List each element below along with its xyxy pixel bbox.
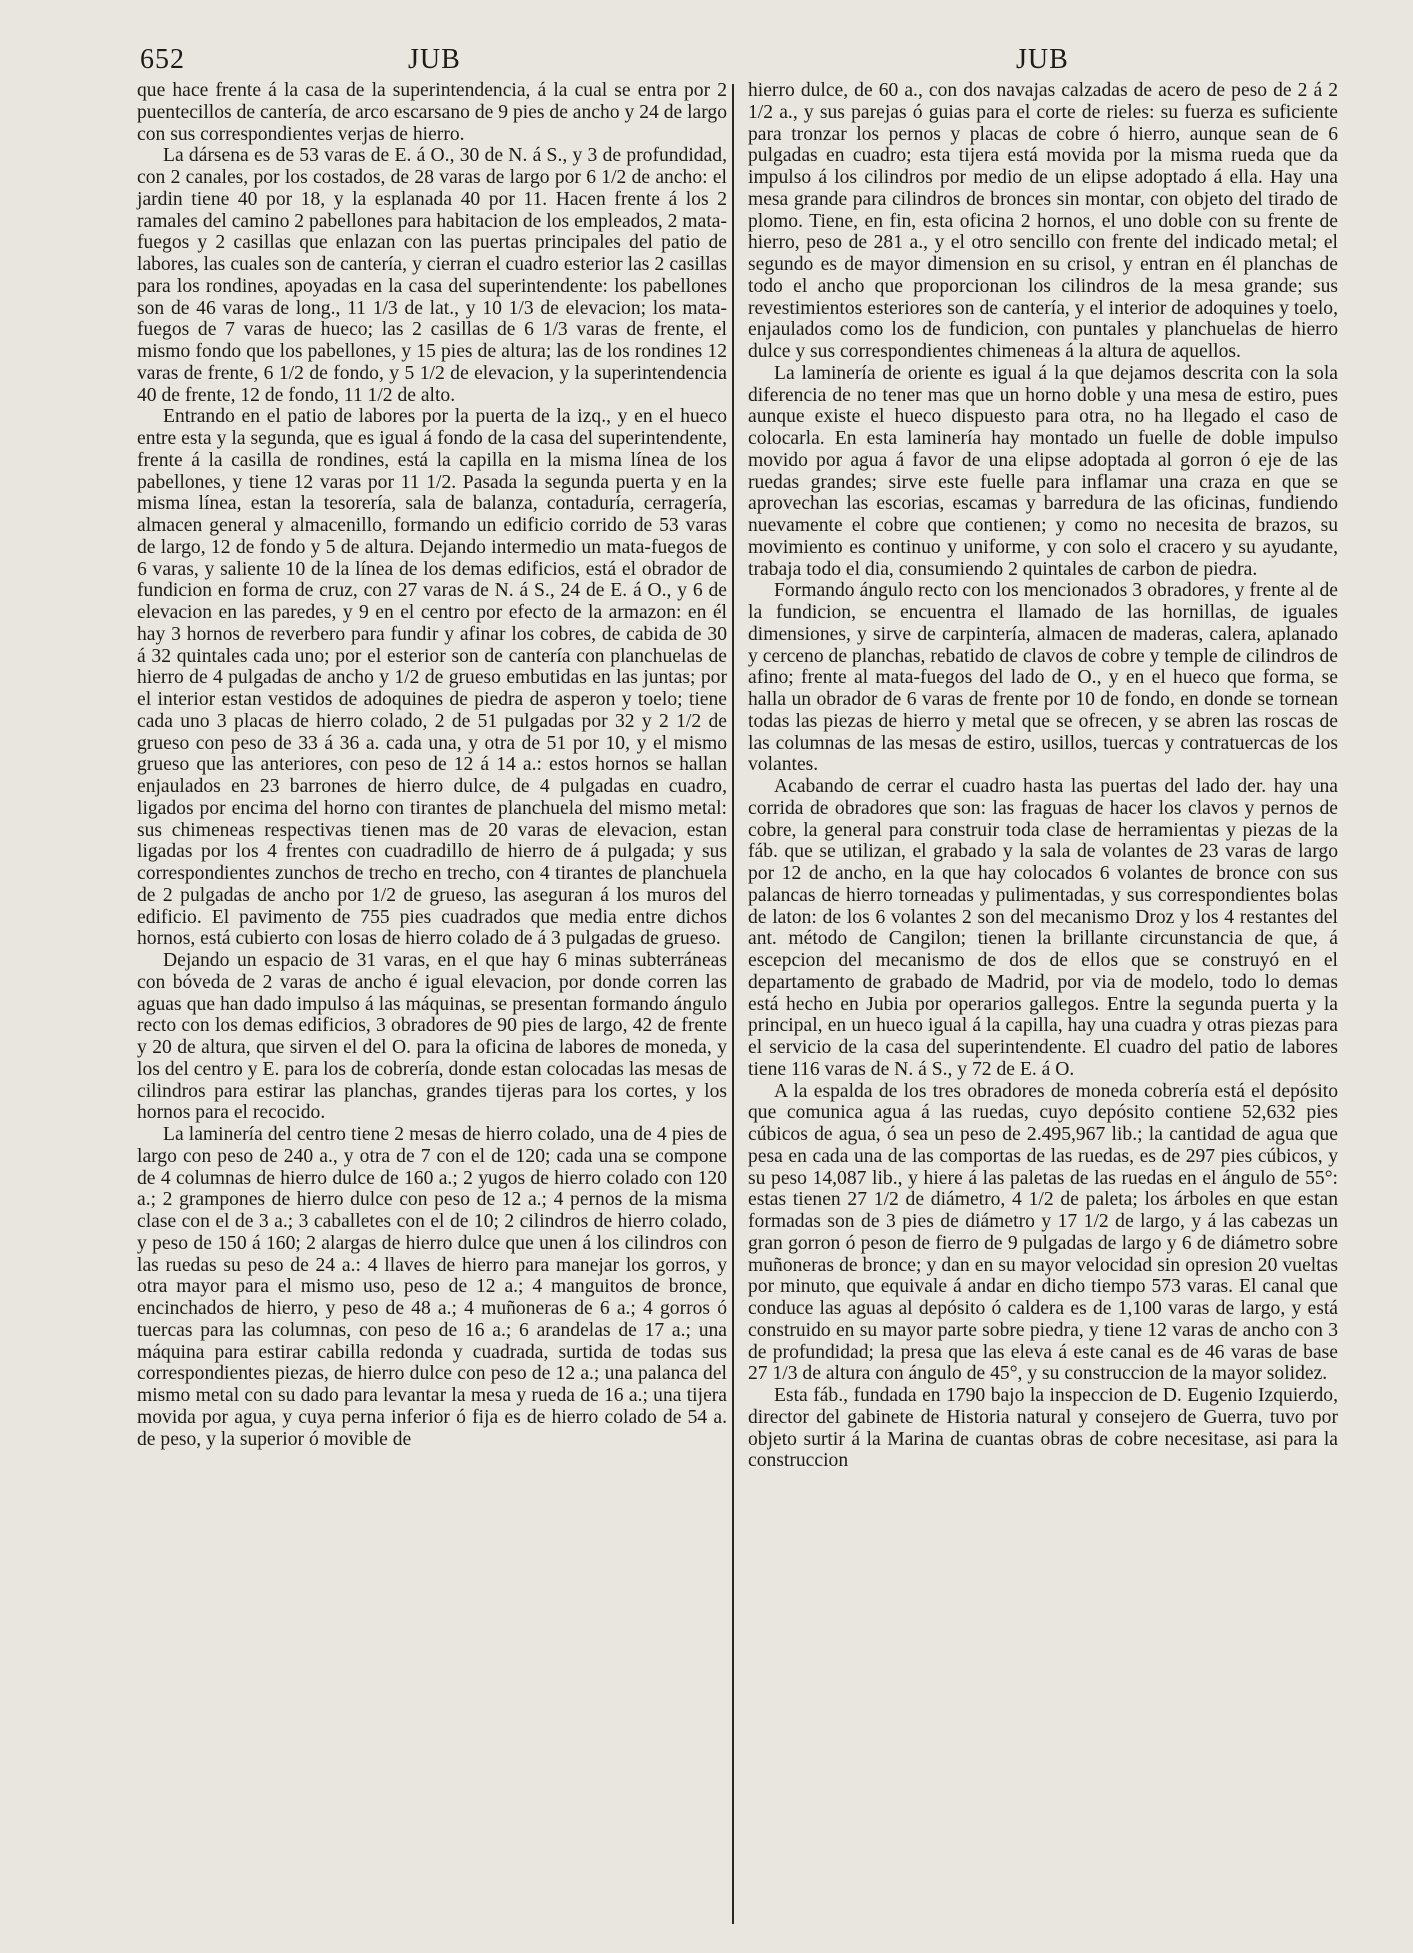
paragraph: hierro dulce, de 60 a., con dos navajas calzadas de acero de peso de 2 á 2 1/2 a., y sus parejas ó guias para el corte de rieles: su fuerza es suficiente para tronzar los pernos y placas de cobre ó hierro, aunque sean de 6 pulgadas en cuadro; esta tijera está movida por la misma rueda que da impulso á los cilindros por medio de un elipse adoptado á ella. Hay una mesa grande para cilindros de bronces sin montar, con objeto del tirado de plomo. Tiene, en fin, esta oficina 2 hornos, el uno doble con su frente de hierro, peso de 281 a., y el otro sencillo con frente del indicado metal; el segundo es de mayor dimension en su crisol, y entran en él planchas de todo el ancho que proporcionan los cilindros de la mesa grande; sus revestimientos esteriores son de cantería, y el interior de adoquines y toelo, enjaulados como los de fundicion, con puntales y planchuelas de hierro dulce y sus correspondientes chimeneas á la altura de aquellos.	[748, 80, 1338, 362]
right-column	[748, 80, 1338, 1472]
paragraph: A la espalda de los tres obradores de moneda cobrería está el depósito que comunica agua á las ruedas, cuyo depósito contiene 52,632 pies cúbicos de agua, ó sea un peso de 2.495,967 lib.; la cantidad de agua que pesa en cada una de las comportas de las ruedas, es de 297 pies cúbicos, y su peso 14,087 lib., y hiere á las paletas de las ruedas en el ángulo de 55°: estas tienen 27 1/2 de diámetro, 4 1/2 de paleta; los árboles en que estan formadas son de 3 pies de diámetro y 17 1/2 de largo, y á las cabezas un gran gorron ó peson de fierro de 9 pulgadas de largo y 6 de diámetro sobre muñoneras de bronce; y dan en su mayor velocidad sin opresion 20 vueltas por minuto, que equivale á andar en dicho tiempo 573 varas. El canal que conduce las aguas al depósito ó caldera es de 1,100 varas de largo, y está construido en su mayor parte sobre piedra, y tiene 12 varas de ancho con 3 de profundidad; la presa que las eleva á este canal es de 46 varas de base 27 1/3 de altura con ángulo de 45°, y su construccion de la mayor solidez.	[748, 1080, 1338, 1385]
paragraph: Acabando de cerrar el cuadro hasta las puertas del lado der. hay una corrida de obradores que son: las fraguas de hacer los clavos y pernos de cobre, la general para construir toda clase de herramientas y piezas de la fáb. que se utilizan, el grabado y la sala de volantes de 23 varas de largo por 12 de ancho, en la que hay colocados 6 volantes de bronce con sus palancas de hierro torneadas y pulimentadas, y sus correspondientes bolas de laton: de los 6 volantes 2 son del mecanismo Droz y los 4 restantes del ant. método de Cangilon; tienen la brillante circunstancia de que, á escepcion del mecanismo de dos de ellos que se construyó en el departamento de grabado de Madrid, por via de modelo, todo lo demas está hecho en Jubia por operarios gallegos. Entre la segunda puerta y la principal, en un hueco igual á la capilla, hay una cuadra y otras piezas para el servicio de la casa del superintendente. El cuadro del patio de labores tiene 116 varas de N. á S., y 72 de E. á O.	[748, 776, 1338, 1080]
column-divider	[732, 84, 734, 1924]
running-head-left: JUB	[408, 44, 461, 75]
page-header	[0, 44, 1413, 80]
running-head-right: JUB	[1016, 44, 1069, 75]
left-column	[137, 80, 727, 1450]
paragraph: Esta fáb., fundada en 1790 bajo la inspeccion de D. Eugenio Izquierdo, director del gabinete de Historia natural y consejero de Guerra, tuvo por objeto surtir á la Marina de cuantas obras de cobre necesitase, asi para la construccion	[748, 1385, 1338, 1472]
paragraph: Formando ángulo recto con los mencionados 3 obradores, y frente al de la fundicion, se encuentra el llamado de las hornillas, de iguales dimensiones, y sirve de carpintería, almacen de maderas, calera, aplanado y cerceno de planchas, rebatido de clavos de cobre y temple de cilindros de afino; frente al mata-fuegos del lado de O., y en el hueco que forma, se halla un obrador de 6 varas de frente por 10 de fondo, en donde se tornean todas las piezas de hierro y metal que se ofrecen, y se abren las roscas de las columnas de las mesas de estiro, usillos, tuercas y contratuercas de los volantes.	[748, 580, 1338, 776]
paragraph: Dejando un espacio de 31 varas, en el que hay 6 minas subterráneas con bóveda de 2 varas de ancho é igual elevacion, por donde corren las aguas que han dado impulso á las máquinas, se presentan formando ángulo recto con los demas edificios, 3 obradores de 90 pies de largo, 42 de frente y 20 de altura, que sirven el del O. para la oficina de labores de moneda, y los del centro y E. para los de cobrería, donde estan colocadas las mesas de cilindros para estirar las planchas, grandes tijeras para los cortes, y los hornos para el recocido.	[137, 950, 727, 1124]
paragraph: La dársena es de 53 varas de E. á O., 30 de N. á S., y 3 de profundidad, con 2 canales, por los costados, de 28 varas de largo por 6 1/2 de ancho: el jardin tiene 40 por 18, y la esplanada 40 por 11. Hacen frente á los 2 ramales del camino 2 pabellones para habitacion de los empleados, 2 mata-fuegos y 2 casillas que enlazan con las puertas principales del patio de labores, las cuales son de cantería, y cierran el cuadro esterior las 2 casillas para los rondines, apoyadas en la casa del superintendente: los pabellones son de 46 varas de long., 11 1/3 de lat., y 10 1/3 de elevacion; los mata-fuegos de 7 varas de hueco; las 2 casillas de 6 1/3 varas de frente, el mismo fondo que los pabellones, y 15 pies de altura; las de los rondines 12 varas de frente, 6 1/2 de fondo, y 5 1/2 de elevacion, y la superintendencia 40 de frente, 12 de fondo, 11 1/2 de alto.	[137, 145, 727, 406]
paragraph: La laminería del centro tiene 2 mesas de hierro colado, una de 4 pies de largo con peso de 240 a., y otra de 7 con el de 120; cada una se compone de 4 columnas de hierro dulce de 160 a.; 2 yugos de hierro colado con 120 a.; 2 grampones de hierro dulce con peso de 12 a.; 4 pernos de la misma clase con el de 3 a.; 3 caballetes con el de 10; 2 cilindros de hierro colado, y peso de 150 á 160; 2 alargas de hierro dulce que unen á los cilindros con las ruedas su peso de 24 a.: 4 llaves de hierro para manejar los gorros, y otra mayor para el mismo uso, peso de 12 a.; 4 manguitos de bronce, encinchados de hierro, y peso de 48 a.; 4 muñoneras de 6 a.; 4 gorros ó tuercas para las columnas, con peso de 16 a.; 6 arandelas de 17 a.; una máquina para estirar cabilla redonda y cuadrada, surtida de todas sus correspondientes piezas, de hierro dulce con peso de 12 a.; una palanca del mismo metal con su dado para levantar la mesa y rueda de 16 a.; una tijera movida por agua, y cuya perna inferior ó fija es de hierro colado de 54 a. de peso, y la superior ó movible de	[137, 1124, 727, 1450]
page-number: 652	[140, 44, 185, 75]
paragraph: La laminería de oriente es igual á la que dejamos descrita con la sola diferencia de no tener mas que un horno doble y una mesa de estiro, pues aunque existe el hueco dispuesto para otra, no ha llegado el caso de colocarla. En esta laminería hay montado un fuelle de doble impulso movido por agua á favor de una elipse adoptada al gorron ó eje de las ruedas grandes; sirve este fuelle para inflamar una craza en que se aprovechan las escorias, escamas y barredura de las oficinas, fundiendo nuevamente el cobre que contienen; y como no necesita de brazos, su movimiento es continuo y uniforme, y con solo el cracero y su ayudante, trabaja todo el dia, consumiendo 2 quintales de carbon de piedra.	[748, 362, 1338, 580]
paragraph: que hace frente á la casa de la superintendencia, á la cual se entra por 2 puentecillos de cantería, de arco escarsano de 9 pies de ancho y 24 de largo con sus correspondientes verjas de hierro.	[137, 80, 727, 145]
paragraph: Entrando en el patio de labores por la puerta de la izq., y en el hueco entre esta y la segunda, que es igual á fondo de la casa del superintendente, frente á la casilla de rondines, está la capilla en la misma línea de los pabellones, y tiene 12 varas por 11 1/2. Pasada la segunda puerta y en la misma línea, estan la tesorería, sala de balanza, contaduría, cerragería, almacen general y almacenillo, formando un edificio corrido de 53 varas de largo, 12 de fondo y 5 de altura. Dejando intermedio un mata-fuegos de 6 varas, y saliente 10 de la línea de los demas edificios, está el obrador de fundicion en forma de cruz, con 27 varas de N. á S., 24 de E. á O., y 6 de elevacion en las paredes, y 9 en el centro por efecto de la armazon: en él hay 3 hornos de reverbero para fundir y afinar los cobres, de cabida de 30 á 32 quintales cada uno; por el esterior son de cantería con planchuelas de hierro de 4 pulgadas de ancho y 1/2 de grueso embutidas en las juntas; por el interior estan vestidos de adoquines de piedra de asperon y toelo; tiene cada uno 3 placas de hierro colado, 2 de 51 pulgadas por 32 y 2 1/2 de grueso con peso de 33 á 36 a. cada una, y otra de 51 por 10, y el mismo grueso que las anteriores, con peso de 12 á 14 a.: estos hornos se hallan enjaulados en 23 barrones de hierro dulce, de 4 pulgadas en cuadro, ligados por encima del horno con tirantes de planchuela del mismo metal: sus chimeneas respectivas tienen mas de 20 varas de elevacion, estan ligadas por los 4 frentes con cuadradillo de hierro de á pulgada; y sus correspondientes zunchos de trecho en trecho, con 4 tirantes de planchuela de 2 pulgadas de ancho por 1/2 de grueso, las aseguran á los muros del edificio. El pavimento de 755 pies cuadrados que media entre dichos hornos, está cubierto con losas de hierro colado de á 3 pulgadas de grueso.	[137, 406, 727, 950]
